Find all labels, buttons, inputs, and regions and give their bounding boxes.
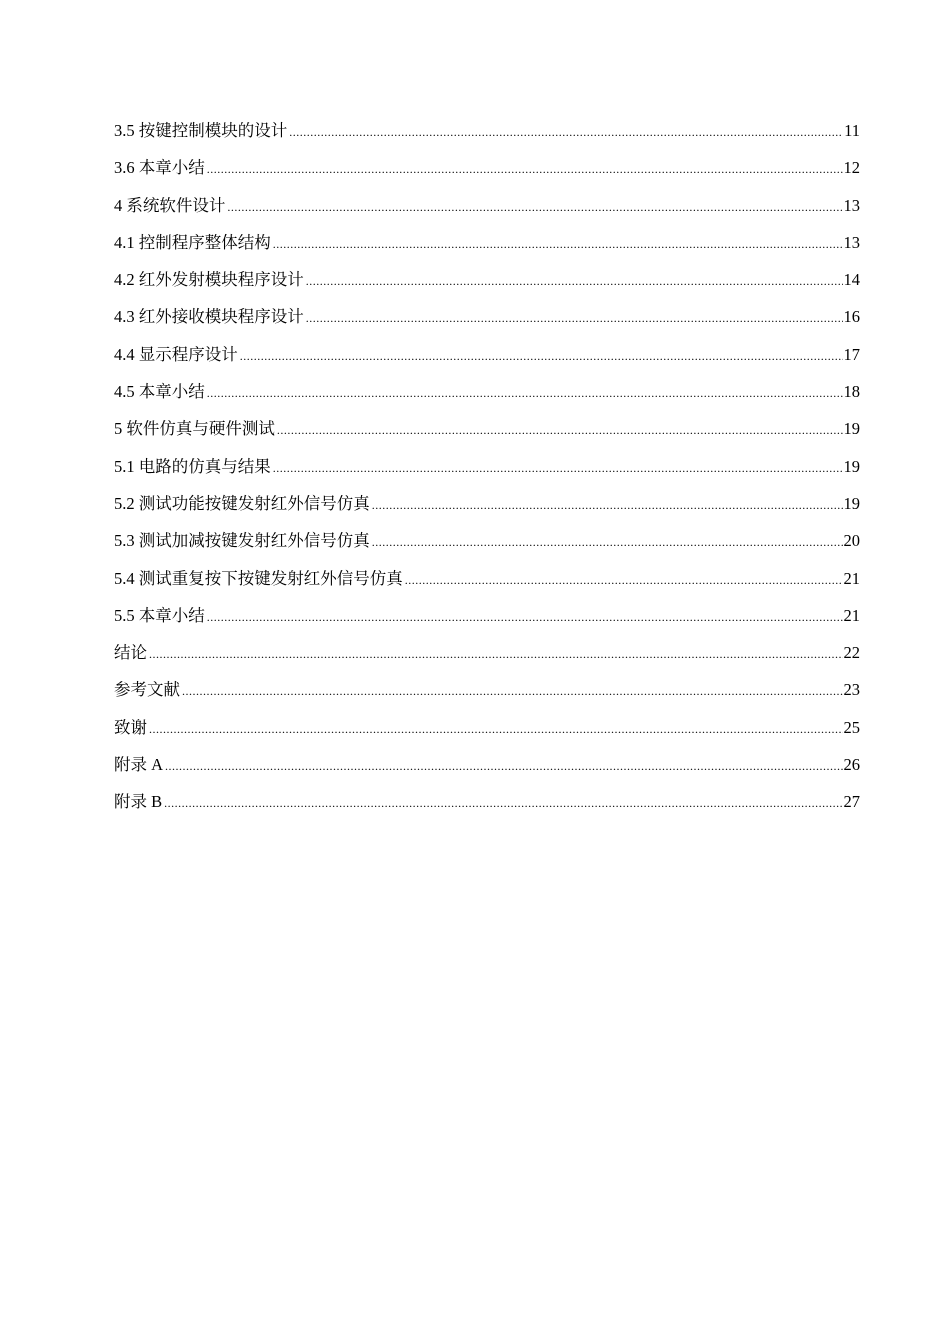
toc-entry[interactable] [114, 119, 860, 156]
toc-entry[interactable] [114, 716, 860, 753]
toc-entry-title: 附录 A [114, 755, 164, 775]
toc-entry[interactable] [114, 604, 860, 641]
toc-dot-leader [207, 381, 843, 405]
toc-entry[interactable] [114, 380, 860, 417]
toc-entry-title: 附录 B [114, 792, 163, 812]
toc-entry[interactable] [114, 268, 860, 305]
toc-entry-page: 19 [843, 493, 860, 513]
toc-dot-leader [289, 120, 843, 144]
toc-entry-page: 19 [843, 419, 860, 439]
toc-entry-title: 5.2 测试功能按键发射红外信号仿真 [114, 493, 370, 513]
toc-entry[interactable] [114, 790, 860, 827]
toc-entry-title: 3.5 按键控制模块的设计 [114, 121, 288, 140]
toc-dot-leader [240, 344, 843, 368]
toc-dot-leader [277, 418, 843, 442]
toc-entry-page: 18 [843, 382, 860, 402]
toc-entry-page: 21 [843, 568, 860, 588]
toc-entry[interactable] [114, 678, 860, 715]
toc-entry-page: 22 [843, 643, 860, 663]
toc-dot-leader [164, 791, 842, 815]
toc-entry-title: 结论 [114, 643, 147, 663]
toc-entry-title: 4 系统软件设计 [114, 195, 226, 215]
toc-entry-title: 5.5 本章小结 [114, 605, 205, 625]
toc-entry[interactable] [114, 156, 860, 193]
toc-entry-title: 5.3 测试加减按键发射红外信号仿真 [114, 531, 370, 551]
toc-entry-title: 4.1 控制程序整体结构 [114, 232, 271, 252]
toc-dot-leader [227, 195, 842, 219]
toc-entry-title: 致谢 [114, 717, 147, 737]
toc-entry-page: 21 [843, 605, 860, 625]
toc-entry-page: 11 [844, 121, 860, 140]
toc-entry-page: 19 [843, 456, 860, 476]
toc-entry-title: 4.5 本章小结 [114, 382, 205, 402]
toc-dot-leader [372, 530, 843, 554]
toc-entry-title: 参考文献 [114, 680, 180, 700]
toc-dot-leader [306, 269, 843, 293]
toc-entry-title: 5.1 电路的仿真与结果 [114, 456, 271, 476]
toc-entry[interactable] [114, 529, 860, 566]
toc-entry[interactable] [114, 492, 860, 529]
toc-dot-leader [207, 605, 843, 629]
toc-entry[interactable] [114, 455, 860, 492]
toc-dot-leader [165, 754, 842, 778]
toc-entry-page: 20 [843, 531, 860, 551]
toc-dot-leader [306, 306, 843, 330]
table-of-contents [114, 119, 860, 828]
toc-entry[interactable] [114, 343, 860, 380]
toc-entry-page: 27 [843, 792, 860, 812]
toc-dot-leader [273, 232, 843, 256]
toc-entry-title: 5 软件仿真与硬件测试 [114, 419, 275, 439]
toc-entry[interactable] [114, 641, 860, 678]
toc-entry[interactable] [114, 417, 860, 454]
toc-entry-page: 12 [843, 158, 860, 178]
toc-dot-leader [149, 717, 843, 741]
toc-entry-page: 23 [843, 680, 860, 700]
toc-entry-page: 17 [843, 344, 860, 364]
toc-dot-leader [207, 157, 843, 181]
toc-dot-leader [182, 679, 843, 703]
toc-entry[interactable] [114, 753, 860, 790]
toc-entry-page: 14 [843, 270, 860, 290]
toc-entry-page: 13 [843, 195, 860, 215]
toc-entry-page: 16 [843, 307, 860, 327]
toc-entry[interactable] [114, 305, 860, 342]
toc-entry-title: 3.6 本章小结 [114, 158, 205, 178]
toc-entry[interactable] [114, 231, 860, 268]
toc-entry-page: 25 [843, 717, 860, 737]
toc-entry-title: 4.4 显示程序设计 [114, 344, 238, 364]
toc-entry-page: 26 [843, 755, 860, 775]
toc-dot-leader [273, 456, 843, 480]
toc-dot-leader [405, 568, 843, 592]
toc-entry-page: 13 [843, 232, 860, 252]
toc-dot-leader [372, 493, 843, 517]
toc-entry[interactable] [114, 194, 860, 231]
toc-entry-title: 4.3 红外接收模块程序设计 [114, 307, 304, 327]
toc-entry-title: 5.4 测试重复按下按键发射红外信号仿真 [114, 568, 403, 588]
toc-entry-title: 4.2 红外发射模块程序设计 [114, 270, 304, 290]
toc-entry[interactable] [114, 567, 860, 604]
toc-dot-leader [149, 642, 843, 666]
